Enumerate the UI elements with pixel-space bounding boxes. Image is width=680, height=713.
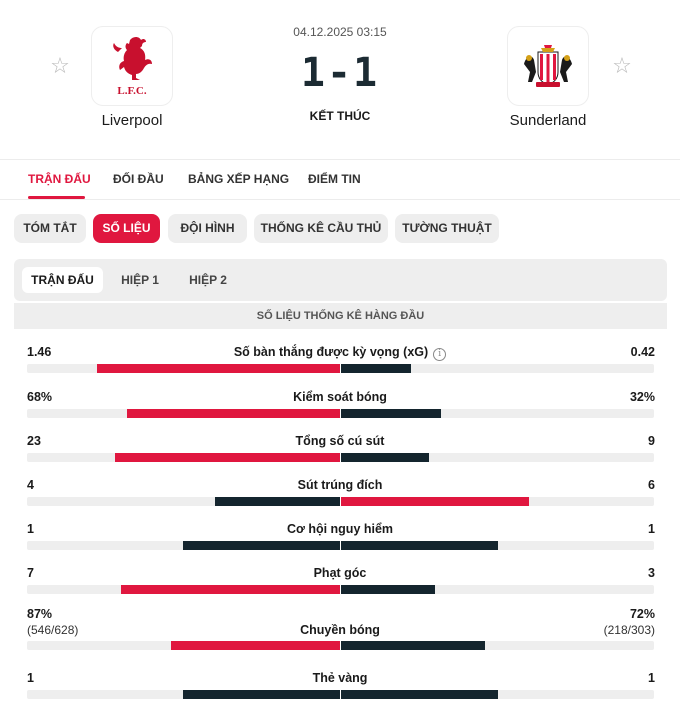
liverpool-crest[interactable] [91, 26, 173, 106]
stat-row [0, 434, 680, 464]
stat-away-track [341, 541, 654, 550]
stat-home-bar [115, 453, 340, 462]
period-hiep-2[interactable]: HIỆP 2 [189, 273, 227, 287]
stat-home-subvalue: (546/628) [27, 623, 79, 637]
stat-home-track [27, 585, 340, 594]
stat-label-text: Cơ hội nguy hiểm [286, 522, 394, 536]
stat-away-bar [341, 364, 411, 373]
stat-label [190, 671, 490, 685]
tab-bang-xep-hang[interactable]: BẢNG XẾP HẠNG [188, 172, 290, 186]
period-tran-dau[interactable]: TRẬN ĐẤU [22, 267, 103, 293]
stat-home-track [27, 497, 340, 506]
stat-away-bar [341, 690, 498, 699]
stat-home-track [27, 641, 340, 650]
stat-home-value: 23 [27, 434, 41, 448]
stat-home-track [27, 541, 340, 550]
stat-home-bar [183, 541, 340, 550]
stat-home-track [27, 409, 340, 418]
info-icon[interactable]: i [433, 348, 446, 361]
stat-label [190, 522, 490, 536]
match-score: 1-1 [300, 50, 380, 96]
subtab-so-lieu[interactable]: SỐ LIỆU [93, 214, 160, 243]
stat-away-bar [341, 641, 485, 650]
match-status: KẾT THÚC [309, 109, 371, 123]
stat-away-value: 1 [648, 522, 655, 536]
stat-away-value: 9 [648, 434, 655, 448]
stat-label [190, 566, 490, 580]
stat-label-text: Sút trúng đích [297, 478, 383, 492]
stat-home-bar [183, 690, 340, 699]
stat-label-text: Thẻ vàng [312, 671, 368, 685]
stat-away-bar [341, 453, 429, 462]
stat-away-value: 1 [648, 671, 655, 685]
stat-away-track [341, 364, 654, 373]
stat-away-track [341, 453, 654, 462]
stat-away-value: 0.42 [630, 345, 655, 359]
away-team-name[interactable]: Sunderland [509, 112, 587, 129]
period-selector [14, 259, 667, 301]
stat-row [0, 345, 680, 375]
stat-label-text: Kiểm soát bóng [293, 390, 387, 404]
stat-home-bar [127, 409, 340, 418]
stat-away-track [341, 690, 654, 699]
stat-away-subvalue: (218/303) [603, 623, 655, 637]
subtab-tuong-thuat[interactable]: TƯỜNG THUẬT [395, 214, 499, 243]
stat-home-track [27, 690, 340, 699]
section-title: SỐ LIỆU THỐNG KÊ HÀNG ĐẦU [14, 303, 667, 329]
stat-away-value: 32% [629, 390, 655, 404]
subtab-thong-ke-cau-thu[interactable]: THỐNG KÊ CẦU THỦ [254, 214, 388, 243]
match-datetime: 04.12.2025 03:15 [293, 25, 387, 39]
stat-away-value: 6 [648, 478, 655, 492]
stat-home-value: 1 [27, 522, 34, 536]
home-team-name[interactable]: Liverpool [101, 112, 163, 129]
stat-row [0, 522, 680, 552]
stat-label-text: Số bàn thắng được kỳ vọng (xG) [233, 345, 429, 359]
stat-row [0, 478, 680, 508]
stat-home-bar [171, 641, 340, 650]
stat-home-value: 4 [27, 478, 34, 492]
stat-away-value: 72% [629, 607, 655, 621]
sunderland-badge-icon [520, 42, 576, 90]
stat-away-bar [341, 541, 498, 550]
stat-label-text: Tổng số cú sút [295, 434, 385, 448]
stat-home-bar [97, 364, 340, 373]
main-tabs [0, 160, 680, 200]
stat-label-text: Chuyền bóng [300, 623, 380, 637]
stat-label [190, 345, 490, 361]
liverbird-logo-icon [106, 34, 158, 98]
match-header [0, 0, 680, 160]
crest-text: L.F.C. [117, 85, 147, 97]
stat-home-value: 1.46 [27, 345, 52, 359]
stat-label [190, 434, 490, 448]
subtab-tom-tat[interactable]: TÓM TẮT [14, 214, 86, 243]
stat-home-value: 1 [27, 671, 34, 685]
favorite-star-icon-home[interactable]: ☆ [50, 53, 70, 78]
period-hiep-1[interactable]: HIỆP 1 [121, 273, 159, 287]
stat-away-track [341, 409, 654, 418]
stat-row [0, 566, 680, 596]
tab-diem-tin[interactable]: ĐIỂM TIN [308, 172, 361, 186]
stat-label-text: Phạt góc [313, 566, 367, 580]
stat-away-bar [341, 409, 441, 418]
stat-home-value: 7 [27, 566, 34, 580]
favorite-star-icon-away[interactable]: ☆ [612, 53, 632, 78]
stat-away-bar [341, 585, 435, 594]
tab-tran-dau[interactable]: TRẬN ĐẤU [28, 172, 91, 186]
stat-home-bar [121, 585, 340, 594]
stat-label [190, 623, 490, 637]
stat-home-value: 68% [27, 390, 53, 404]
stat-label [190, 478, 490, 492]
stat-away-bar [341, 497, 529, 506]
stat-away-value: 3 [648, 566, 655, 580]
active-tab-indicator [28, 196, 85, 199]
subtab-doi-hinh[interactable]: ĐỘI HÌNH [168, 214, 247, 243]
stat-row [0, 671, 680, 701]
stat-row [0, 390, 680, 420]
stat-home-bar [215, 497, 340, 506]
stat-away-track [341, 585, 654, 594]
stat-home-value: 87% [27, 607, 53, 621]
stat-away-track [341, 497, 654, 506]
stat-away-track [341, 641, 654, 650]
stat-home-track [27, 453, 340, 462]
stat-home-track [27, 364, 340, 373]
sunderland-crest[interactable] [507, 26, 589, 106]
stat-label [190, 390, 490, 404]
tab-doi-dau[interactable]: ĐỐI ĐẦU [113, 172, 164, 186]
stat-row [0, 607, 680, 641]
